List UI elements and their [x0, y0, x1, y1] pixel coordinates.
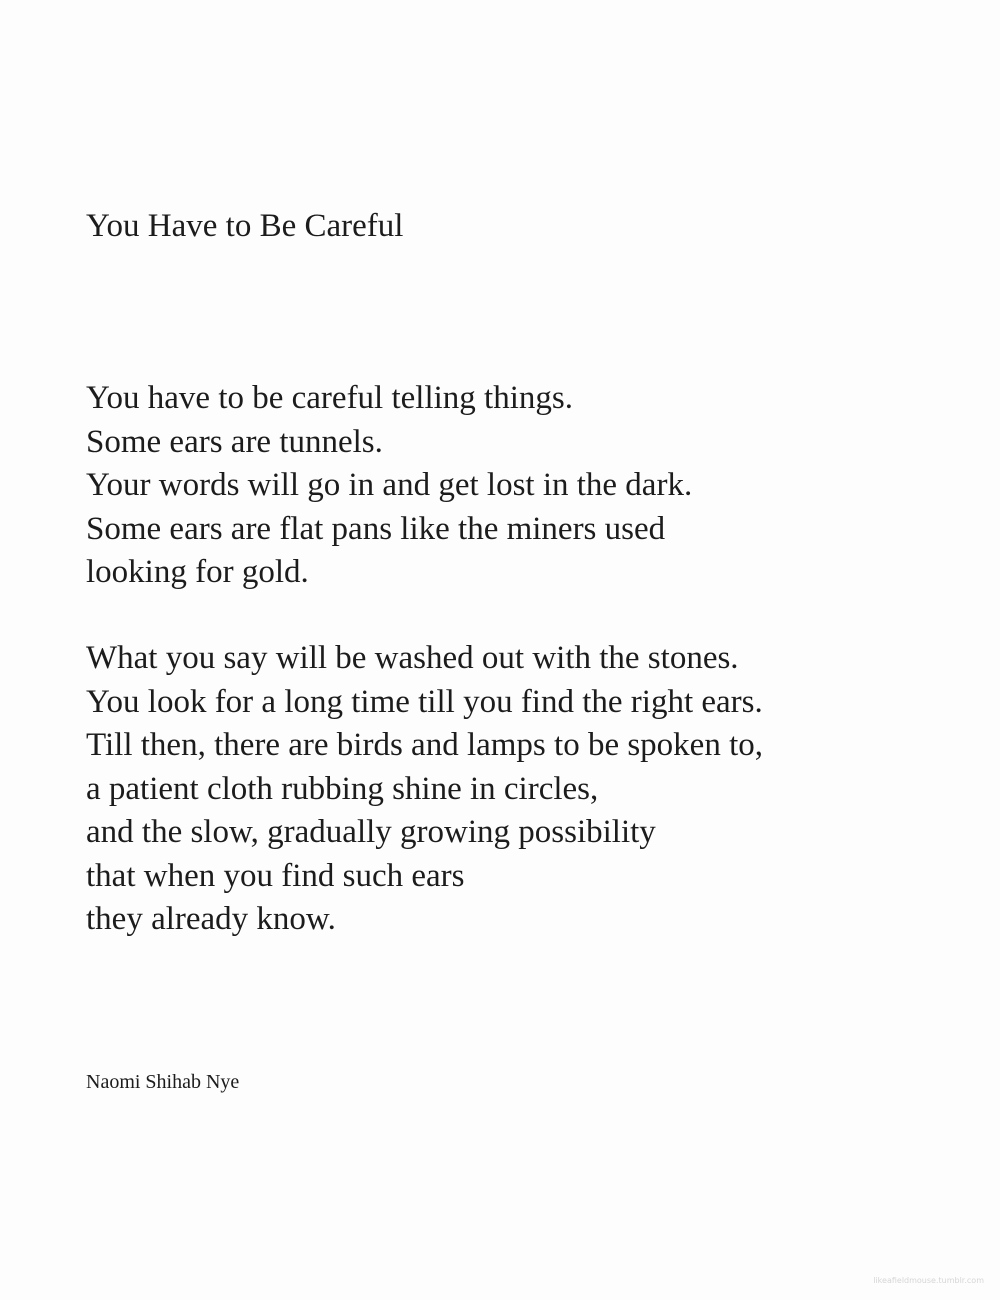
poem-line: that when you find such ears	[86, 857, 465, 894]
poem-title: You Have to Be Careful	[86, 208, 404, 244]
poem-line: they already know.	[86, 901, 336, 937]
stanza-1	[86, 377, 692, 595]
poem-line: Some ears are flat pans like the miners used	[86, 510, 666, 547]
stanza-2	[86, 637, 763, 942]
poem-line: Till then, there are birds and lamps to be spoken to,	[86, 727, 763, 763]
poem-line: Some ears are tunnels.	[86, 423, 383, 460]
poem-line: You have to be careful telling things.	[86, 380, 573, 416]
poem-author: Naomi Shihab Nye	[86, 1071, 240, 1093]
watermark: likeafieldmouse.tumblr.com	[873, 1276, 984, 1285]
poem-line: Your words will go in and get lost in the dark.	[86, 467, 693, 503]
poem-line: You look for a long time till you find the right ears.	[86, 683, 763, 720]
poem-line: and the slow, gradually growing possibility	[86, 814, 656, 850]
poem-line: a patient cloth rubbing shine in circles,	[86, 770, 599, 807]
poem-line: What you say will be washed out with the stones.	[86, 640, 739, 676]
poem-line: looking for gold.	[86, 554, 309, 590]
